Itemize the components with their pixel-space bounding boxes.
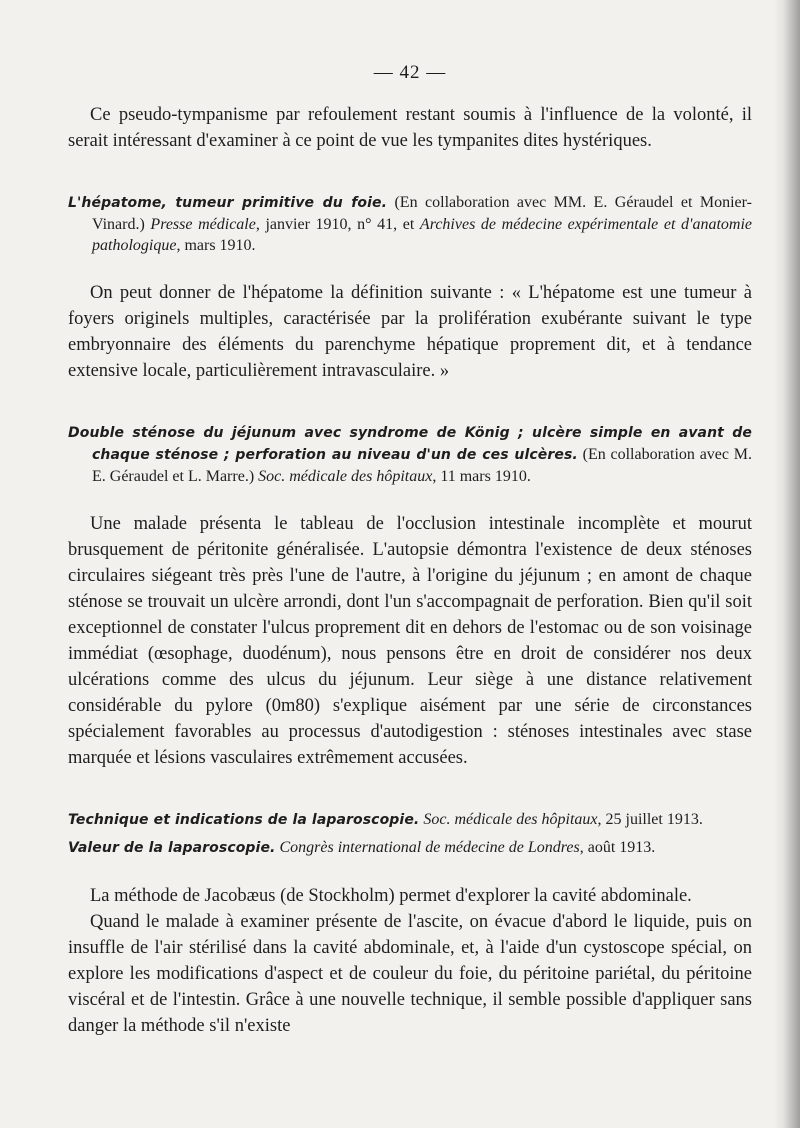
paragraph-jacobaeus: La méthode de Jacobæus (de Stockholm) permet d'explorer la cavité abdominale. bbox=[90, 886, 692, 906]
citation-journal: Soc. médicale des hôpitaux bbox=[423, 811, 598, 828]
paragraph-tympanisme: Ce pseudo-tympanisme par refoulement restant soumis à l'influence de la volonté, il serait intéressant d'examiner à ce point de vue les tympanites dites hystériques. bbox=[68, 105, 752, 151]
citation-text: (En collaboration avec MM. E. Géraudel et Monier-Vinard.) bbox=[92, 194, 752, 233]
citation-journal: Archives de médecine expérimentale et d'anatomie pathologique bbox=[92, 216, 753, 254]
page-edge-shadow bbox=[774, 0, 800, 1128]
paragraph-hepatome-definition: On peut donner de l'hépatome la définition suivante : « L'hépatome est une tumeur à foyers originels multiples, caractérisée par la prolifération exubérante suivant le type embryonnaire des éléments du parenchyme hépatique proprement dit, et à tendance extensive locale, particulièrement intravasculaire. » bbox=[68, 283, 752, 381]
page-number: — 42 — bbox=[373, 62, 447, 83]
citation-laparoscopie-valeur bbox=[68, 837, 752, 859]
citation-stenose bbox=[68, 422, 752, 487]
citation-title: L'hépatome, tumeur primitive du foie. bbox=[68, 195, 388, 211]
paragraph-ascite: Quand le malade à examiner présente de l'ascite, on évacue d'abord le liquide, puis on insuffle de l'air stérilisé dans la cavité abdominale, et, à l'aide d'un cystoscope spécial, on explore les modifications d'aspect et de couleur du foie, du péritoine pariétal, du péritoine viscéral et de l'intestin. Grâce à une nouvelle technique, il semble possible d'appliquer sans danger la méthode s'il n'existe bbox=[68, 912, 752, 1036]
citation-journal: Congrès international de médecine de Londres bbox=[279, 839, 580, 856]
paragraph-stenose-case: Une malade présenta le tableau de l'occlusion intestinale incomplète et mourut brusquement de péritonite généralisée. L'autopsie démontra l'existence de deux sténoses circulaires siégeant très près l'une de l'autre, à l'origine du jéjunum ; en amont de chaque sténose se trouvait un ulcère arrondi, dont l'un s'accompagnait de perforation. Bien qu'il soit exceptionnel de constater l'ulcus proprement dit en dehors de l'estomac ou de son voisinage immédiat (œsophage, duodénum), nous pensons être en droit de considérer nos deux ulcérations comme des ulcus du jéjunum. Leur siège à une distance relativement considérable du pylore (0m80) s'explique aisément par une série de circonstances spécialement favorables au processus d'autodigestion : sténoses intestinales avec stase marquée et lésions vasculaires extrêmement accusées. bbox=[68, 514, 752, 768]
citation-text: , janvier 1910, n° 41, et bbox=[255, 216, 420, 233]
citation-hepatome bbox=[68, 192, 752, 256]
citation-title: Valeur de la laparoscopie. bbox=[68, 840, 276, 856]
citation-text: (En collaboration avec M. E. Géraudel et L. Marre.) bbox=[92, 446, 753, 485]
citation-journal: Soc. médicale des hôpitaux bbox=[258, 468, 433, 485]
citation-text: , août 1913. bbox=[579, 839, 656, 856]
citation-text: , mars 1910. bbox=[176, 237, 256, 254]
citation-laparoscopie-technique bbox=[68, 809, 752, 831]
citation-journal: Presse médicale bbox=[150, 216, 256, 233]
citation-title: Technique et indications de la laparoscopie. bbox=[68, 812, 420, 828]
citation-text: , 25 juillet 1913. bbox=[597, 811, 703, 828]
citation-text: , 11 mars 1910. bbox=[432, 468, 531, 485]
page-content bbox=[68, 62, 752, 1039]
citation-title: Double sténose du jéjunum avec syndrome de König ; ulcère simple en avant de chaque sténose ; perforation au niveau d'un de ces ulcères. bbox=[68, 425, 752, 463]
